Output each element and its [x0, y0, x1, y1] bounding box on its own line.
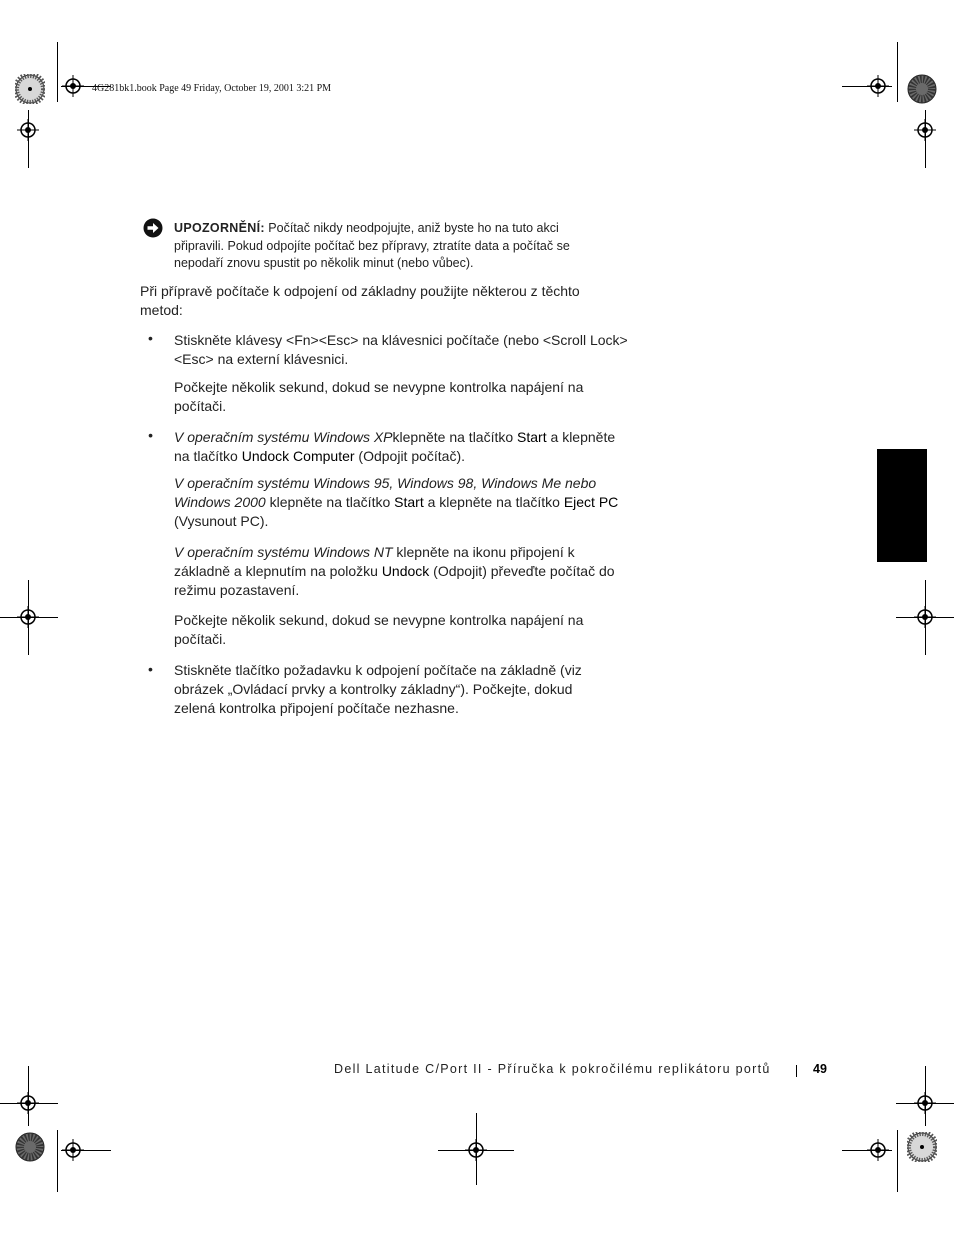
xp-text: (Odpojit počítač).	[354, 448, 466, 464]
undock-computer-label: Undock Computer	[241, 448, 355, 464]
notice-text: Počítač nikdy neodpojujte, aniž byste ho na tuto akci připravili. Pokud odpojíte počítač bez přípravy, ztratíte data a počítač se nepodaří znovu spustit po několik minut (nebo vůbec).	[174, 221, 570, 270]
nt-text: (Odpojit) převeďte počítač do režimu pozastavení.	[174, 563, 615, 598]
registration-mark-icon	[17, 1092, 39, 1114]
eject-pc-label: Eject PC	[563, 494, 619, 510]
registration-mark-icon	[914, 1092, 936, 1114]
bullet-2-xp	[174, 428, 629, 466]
registration-mark-icon	[17, 119, 39, 141]
registration-mark-icon	[17, 606, 39, 628]
arrow-circle-icon	[143, 218, 163, 238]
starburst-target-icon	[907, 74, 937, 104]
registration-mark-icon	[62, 1139, 84, 1161]
registration-mark-icon	[914, 119, 936, 141]
bullet-1-text: Stiskněte klávesy <Fn><Esc> na klávesnici počítače (nebo <Scroll Lock><Esc> na externí klávesnici.	[174, 332, 628, 367]
page-number: 49	[813, 1062, 827, 1076]
w9x-text: klepněte na tlačítko	[265, 494, 395, 510]
start-label: Start	[394, 494, 424, 510]
os-xp: V operačním systému Windows XP	[174, 429, 393, 445]
start-label: Start	[517, 429, 547, 445]
w9x-text: (Vysunout PC).	[174, 513, 269, 529]
notice-label: UPOZORNĚNÍ:	[174, 221, 265, 235]
chapter-thumb-tab	[877, 449, 927, 562]
undock-label: Undock	[381, 563, 430, 579]
notice	[174, 220, 604, 273]
w9x-text: a klepněte na tlačítko	[423, 494, 564, 510]
bullet-1-follow: Počkejte několik sekund, dokud se nevypne kontrolka napájení na počítači.	[174, 379, 584, 414]
bullet-2-nt	[174, 543, 626, 600]
footer-title: Dell Latitude C/Port II - Příručka k pokročilému replikátoru portů	[334, 1062, 771, 1076]
registration-mark-icon	[62, 75, 84, 97]
bullet-2-w9x	[174, 474, 629, 531]
os-nt: V operačním systému Windows NT	[174, 544, 393, 560]
bullet-marker: •	[148, 661, 153, 677]
bullet-marker: •	[148, 427, 153, 443]
nt-text: klepněte na ikonu připojení k základně a klepnutím na položku	[174, 544, 575, 579]
registration-mark-icon	[867, 1139, 889, 1161]
bullet-2-follow: Počkejte několik sekund, dokud se nevypne kontrolka napájení na počítači.	[174, 612, 584, 647]
intro-paragraph: Při přípravě počítače k odpojení od základny použijte některou z těchto metod:	[140, 283, 580, 318]
registration-mark-icon	[465, 1139, 487, 1161]
starburst-target-icon	[907, 1132, 937, 1162]
registration-mark-icon	[914, 606, 936, 628]
registration-mark-icon	[867, 75, 889, 97]
bullet-marker: •	[148, 330, 153, 346]
xp-text: klepněte na tlačítko	[392, 429, 518, 445]
book-file-info: 4G281bk1.book Page 49 Friday, October 19, 2001 3:21 PM	[92, 83, 332, 94]
os-w9x: V operačním systému Windows 95, Windows 98, Windows Me nebo Windows 2000	[174, 475, 597, 510]
footer-separator	[796, 1065, 797, 1077]
starburst-target-icon	[15, 1132, 45, 1162]
bullet-3-text: Stiskněte tlačítko požadavku k odpojení počítače na základně (viz obrázek „Ovládací prvky a kontrolky základny“). Počkejte, dokud zelená kontrolka připojení počítače nezhasne.	[174, 662, 582, 716]
starburst-target-icon	[15, 74, 45, 104]
xp-text: a klepněte na tlačítko	[174, 429, 616, 464]
